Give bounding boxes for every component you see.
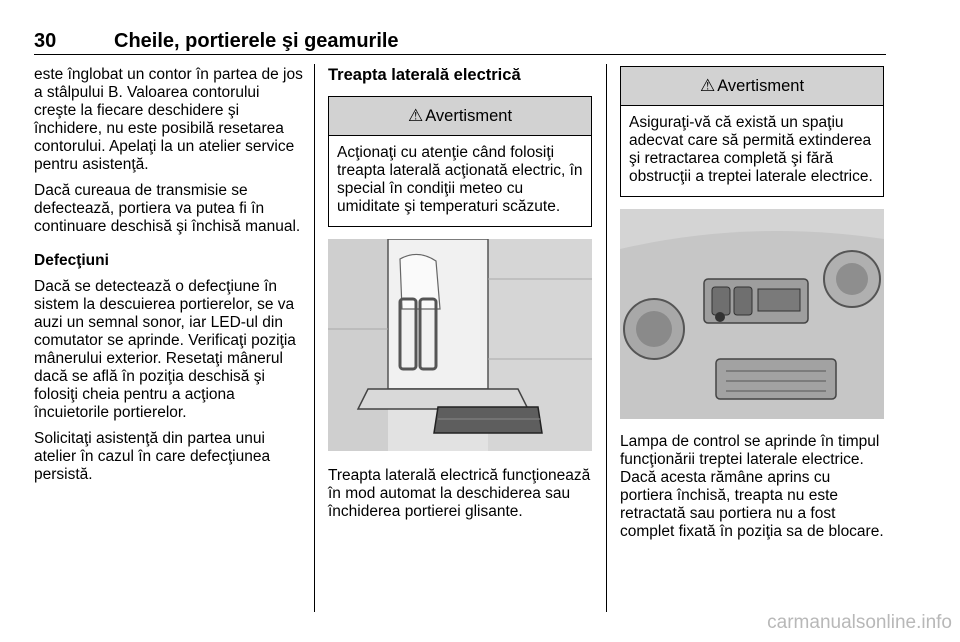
warning-header xyxy=(329,97,591,136)
left-column xyxy=(34,66,304,492)
caption-side-step: Treapta laterală electrică funcţionează în mod automat la deschiderea sau închiderea portierei glisante. xyxy=(328,467,591,520)
section-title: Treapta laterală electrică xyxy=(328,66,521,84)
warning-title: Avertisment xyxy=(717,77,805,95)
page-header xyxy=(34,30,886,55)
paragraph-counter: este înglobat un contor în partea de jos a stâlpului B. Valoarea contorului creşte la fiecare deschidere şi închidere, nu este posibilă resetarea contorului. Apelaţi la un atelier service pentru asistenţă. xyxy=(34,66,303,173)
chapter-title: Cheile, portierele şi geamurile xyxy=(114,30,399,52)
van-side-step-drawing xyxy=(328,239,592,451)
page-number: 30 xyxy=(34,30,57,52)
middle-column xyxy=(328,66,592,529)
dashboard-switch-illustration xyxy=(620,209,884,419)
side-step-illustration xyxy=(328,239,592,451)
warning-triangle-icon: ⚠ xyxy=(699,76,716,95)
watermark: carmanualsonline.info xyxy=(767,612,952,633)
warning-box-right xyxy=(620,66,884,197)
paragraph-fault-detect: Dacă se detectează o defecţiune în sistem la descuierea portierelor, se va auzi un semnal sonor, iar LED-ul din comutator se aprinde. Verificaţi poziţia mânerului exterior. Resetaţi mânerul dacă se află în poziţia deschisă şi folosiţi cheia pentru a acţiona încuietorile portierelor. xyxy=(34,278,296,421)
warning-triangle-icon: ⚠ xyxy=(407,106,424,125)
warning-text: Asiguraţi-vă că există un spaţiu adecvat care să permită extinderea şi retractarea completă şi fără obstrucţii a treptei laterale electrice. xyxy=(629,114,873,185)
column-divider-left xyxy=(314,64,315,612)
subheading-faults: Defecţiuni xyxy=(34,252,109,269)
paragraph-belt: Dacă cureaua de transmisie se defectează, portiera va putea fi în continuare deschisă şi închisă manual. xyxy=(34,182,301,235)
column-divider-right xyxy=(606,64,607,612)
warning-text: Acţionaţi cu atenţie când folosiţi treapta laterală acţionată electric, în special în condiţii meteo cu umiditate şi temperaturi scăzute. xyxy=(337,144,583,215)
dashboard-drawing xyxy=(620,209,884,419)
warning-title: Avertisment xyxy=(425,107,513,125)
right-column xyxy=(620,66,884,549)
caption-control-lamp: Lampa de control se aprinde în timpul funcţionării treptei laterale electrice. Dacă acesta rămâne aprins cu portiera închisă, treapta nu este retractată sau portiera nu a fost complet fixată în poziţia sa de blocare. xyxy=(620,433,884,540)
warning-header xyxy=(621,67,883,106)
paragraph-assistance: Solicitaţi asistenţă din partea unui atelier în cazul în care defecţiunea persistă. xyxy=(34,430,271,483)
warning-box-middle xyxy=(328,96,592,227)
